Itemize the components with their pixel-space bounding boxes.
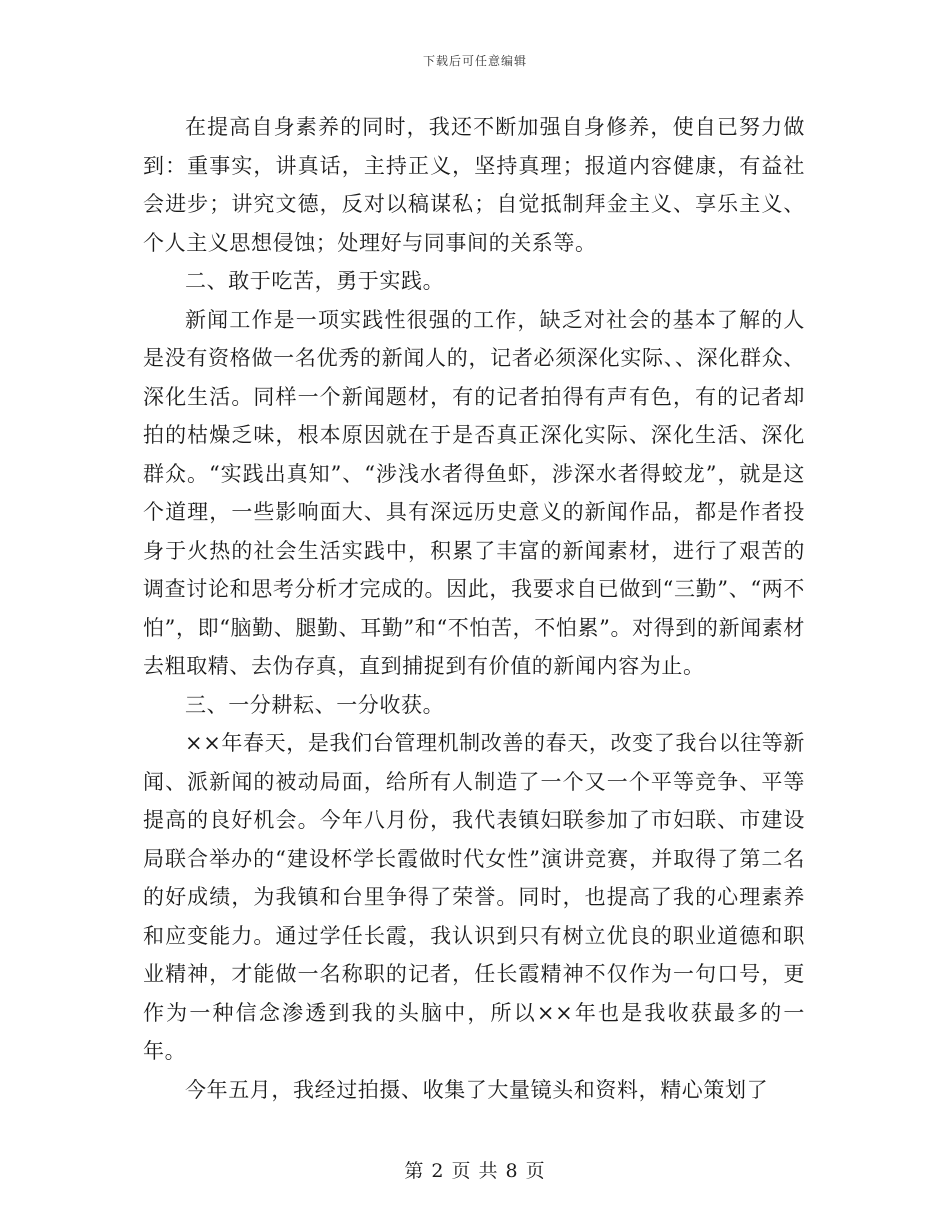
page-number: 第 2 页 共 8 页 bbox=[404, 1160, 546, 1182]
section-heading-2: 二、敢于吃苦，勇于实践。 bbox=[185, 269, 445, 293]
page-header-note: 下载后可任意编辑 bbox=[422, 54, 527, 68]
document-body bbox=[143, 108, 805, 1109]
paragraph-harvest: ××年春天，是我们台管理机制改善的春天，改变了我台以往等新闻、派新闻的被动局面，给所有人制造了一个又一个平等竞争、平等提高的良好机会。今年八月份，我代表镇妇联参加了市妇联、市建设局联合举办的“建设杯学长霞做时代女性”演讲竞赛，并取得了第二名的好成绩，为我镇和台里争得了荣誉。同时，也提高了我的心理素养和应变能力。通过学任长霞，我认识到只有树立优良的职业道德和职业精神，才能做一名称职的记者，任长霞精神不仅作为一句口号，更作为一种信念渗透到我的头脑中，所以××年也是我收获最多的一年。 bbox=[143, 731, 805, 1063]
paragraph-self-cultivation: 在提高自身素养的同时，我还不断加强自身修养，使自已努力做到：重事实，讲真话，主持正义，坚持真理；报道内容健康，有益社会进步；讲究文德，反对以稿谋私；自觉抵制拜金主义、享乐主义、个人主义思想侵蚀；处理好与同事间的关系等。 bbox=[143, 115, 805, 255]
section-heading-3: 三、一分耕耘、一分收获。 bbox=[185, 692, 445, 717]
paragraph-may: 今年五月，我经过拍摄、收集了大量镜头和资料，精心策划了 bbox=[185, 1077, 769, 1102]
paragraph-practice: 新闻工作是一项实践性很强的工作，缺乏对社会的基本了解的人是没有资格做一名优秀的新闻人的，记者必须深化实际、、深化群众、深化生活。同样一个新闻题材，有的记者拍得有声有色，有的记者却拍的枯燥乏味，根本原因就在于是否真正深化实际、深化生活、深化群众。“实践出真知”、“涉浅水者得鱼虾，涉深水者得蛟龙”，就是这个道理，一些影响面大、具有深远历史意义的新闻作品，都是作者投身于火热的社会生活实践中，积累了丰富的新闻素材，进行了艰苦的调查讨论和思考分析才完成的。因此，我要求自已做到“三勤”、“两不怕”，即“脑勤、腿勤、耳勤”和“不怕苦，不怕累”。对得到的新闻素材去粗取精、去伪存真，直到捕捉到有价值的新闻内容为止。 bbox=[143, 307, 805, 678]
